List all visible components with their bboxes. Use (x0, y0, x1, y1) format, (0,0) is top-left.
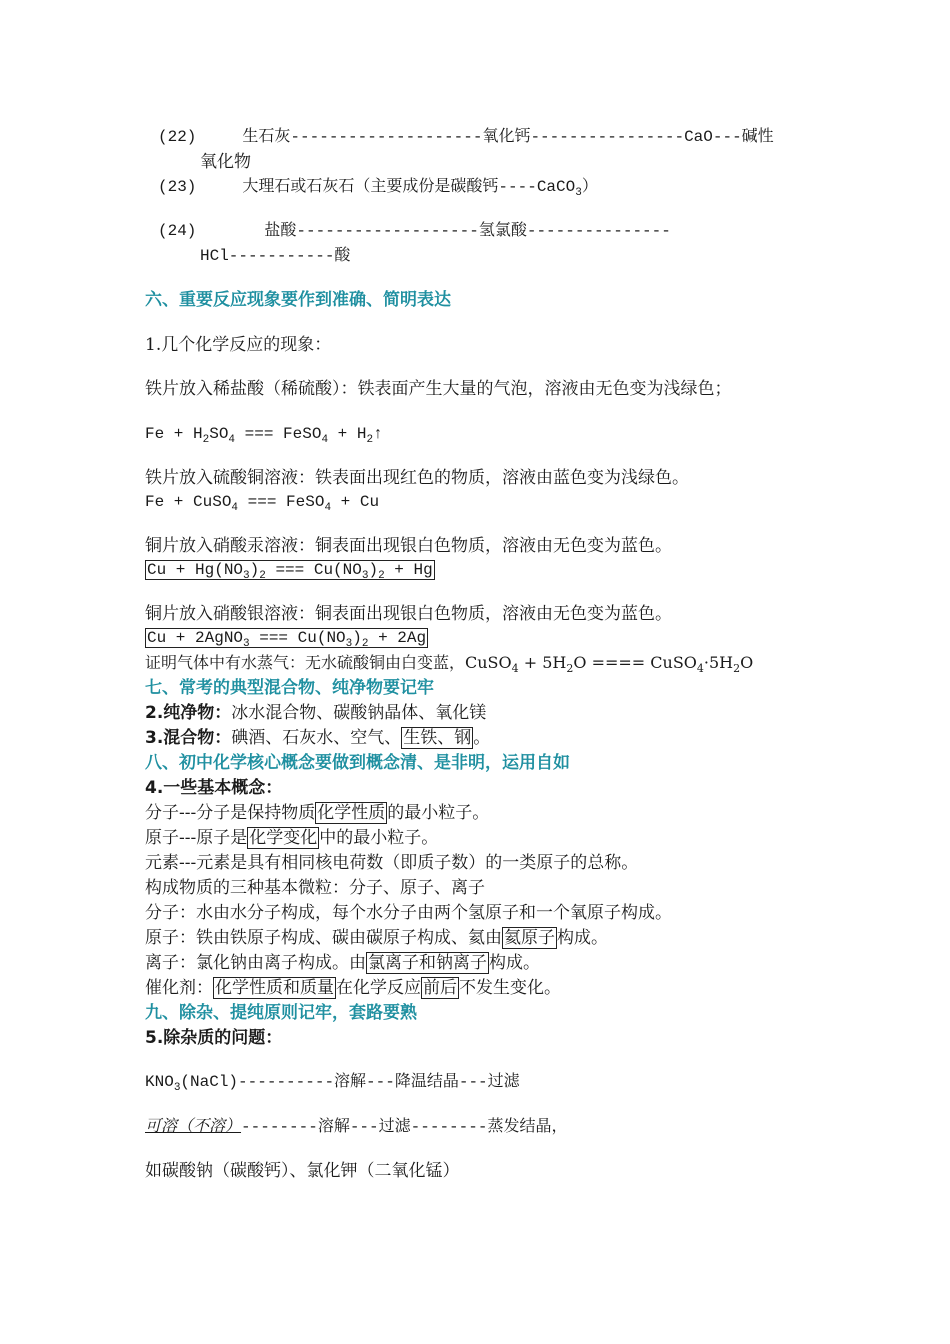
item-24 (158, 220, 671, 242)
item-number: (23) (158, 178, 197, 196)
item-number: (22) (158, 128, 197, 146)
mixture-text: 碘酒、石灰水、空气、 (231, 728, 402, 748)
concept-atom-example: 原子：铁由铁原子构成、碳由碳原子构成、氦由 氦原子 构成。 (145, 928, 608, 948)
concept-catalyst: 催化剂： 化学性质和质量 在化学反应 前后 不发生变化。 (145, 978, 561, 998)
section-6-subheading: 1.几个化学反应的现象： (145, 335, 332, 355)
item-text: 大理石或石灰石（主要成份是碳酸钙----CaCO (242, 178, 576, 196)
section-8-heading: 八、初中化学核心概念要做到概念清、是非明，运用自如 (145, 753, 570, 773)
boxed-term: 化学性质 (317, 803, 386, 823)
item-23 (158, 176, 598, 198)
purification-examples: 如碳酸钠（碳酸钙）、氯化钾（二氧化锰） (145, 1161, 460, 1181)
concept-particles: 构成物质的三种基本微粒：分子、原子、离子 (145, 878, 485, 898)
item-text: 盐酸-------------------氢氯酸--------------- (264, 222, 671, 240)
purification-2: 可溶（不溶）--------溶解---过滤--------蒸发结晶， (145, 1118, 568, 1136)
reaction-2-text: 铁片放入硫酸铜溶液：铁表面出现红色的物质，溶液由蓝色变为浅绿色。 (145, 468, 689, 488)
purification-1: $KNO_3(NaCl)----------$溶解---降温结晶---过滤 (145, 1073, 520, 1095)
boxed-term: 化学性质和质量 (215, 978, 334, 998)
subscript: 3 (575, 187, 582, 200)
item-22 (158, 126, 774, 148)
item-text: 生石灰--------------------氧化钙----------------CaO---碱性 (242, 128, 774, 146)
section-9-heading: 九、除杂、提纯原则记牢，套路要熟 (145, 1003, 417, 1023)
reaction-3-text: 铜片放入硝酸汞溶液：铜表面出现银白色物质，溶液由无色变为蓝色。 (145, 536, 672, 556)
underlined-term: 可溶（不溶） (145, 1118, 242, 1136)
reaction-4-text: 铜片放入硝酸银溶液：铜表面出现银白色物质，溶液由无色变为蓝色。 (145, 604, 672, 624)
up-arrow-icon: ↑ (373, 425, 383, 443)
section-9-subheading: 5.除杂质的问题： (145, 1028, 283, 1048)
boxed-equation: Cu + 2AgNO$_3$ === $Cu(NO_3)_2 + 2Ag$ (147, 629, 427, 651)
pure-text: 冰水混合物、碳酸钠晶体、氧化镁 (231, 703, 487, 723)
reaction-1-text: 铁片放入稀盐酸（稀硫酸）：铁表面产生大量的气泡，溶液由无色变为浅绿色； (145, 379, 732, 399)
mixtures: 3.混合物：碘酒、石灰水、空气、 生铁、钢 。 (145, 728, 491, 748)
concept-element: 元素---元素是具有相同核电荷数（即质子数）的一类原子的总称。 (145, 853, 639, 873)
section-7-heading: 七、常考的典型混合物、纯净物要记牢 (145, 678, 434, 698)
mixture-label: 3.混合物： (145, 728, 232, 748)
reaction-4-equation (145, 627, 428, 649)
boxed-term: 氯离子和钠离子 (368, 953, 487, 973)
item-number: (24) (158, 222, 197, 240)
boxed-term: 氦原子 (504, 928, 555, 948)
reaction-1-equation: $Fe + H_2SO_4$ === FeSO$_4$ + $H_2↑$ (145, 425, 383, 447)
water-vapor-test: 证明气体中有水蒸气：无水硫酸铜由白变蓝，CuSO$_4$ + $5H_2O$ ==== $CuSO_4\cdot 5H_2O$ (145, 653, 754, 676)
concept-atom: 原子---原子是 化学变化 中的最小粒子。 (145, 828, 439, 848)
concept-molecule: 分子---分子是保持物质 化学性质 的最小粒子。 (145, 803, 490, 823)
section-8-subheading: 4.一些基本概念： (145, 778, 283, 798)
reaction-2-equation: Fe + CuSO$_4$ === FeSO$_4$ + Cu (145, 493, 380, 515)
boxed-equation: $Cu + Hg(NO_3)_2$ === $Cu(NO_3)_2 + Hg$ (147, 561, 433, 583)
pure-substances (145, 702, 486, 724)
boxed-term: 前后 (423, 978, 457, 998)
pure-label: 2.纯净物： (145, 703, 232, 723)
boxed-term: 化学变化 (249, 828, 318, 848)
section-6-heading: 六、重要反应现象要作到准确、简明表达 (145, 290, 451, 310)
item-22-continuation: 氧化物 (200, 152, 251, 172)
boxed-term: 生铁、钢 (403, 728, 472, 748)
concept-ion-example: 离子：氯化钠由离子构成。由 氯离子和钠离子 构成。 (145, 953, 540, 973)
concept-molecule-example: 分子：水由水分子构成，每个水分子由两个氢原子和一个氧原子构成。 (145, 903, 672, 923)
reaction-3-equation (145, 559, 435, 581)
item-text-end: ） (581, 178, 598, 196)
item-24-continuation: HCl-----------酸 (200, 247, 351, 265)
